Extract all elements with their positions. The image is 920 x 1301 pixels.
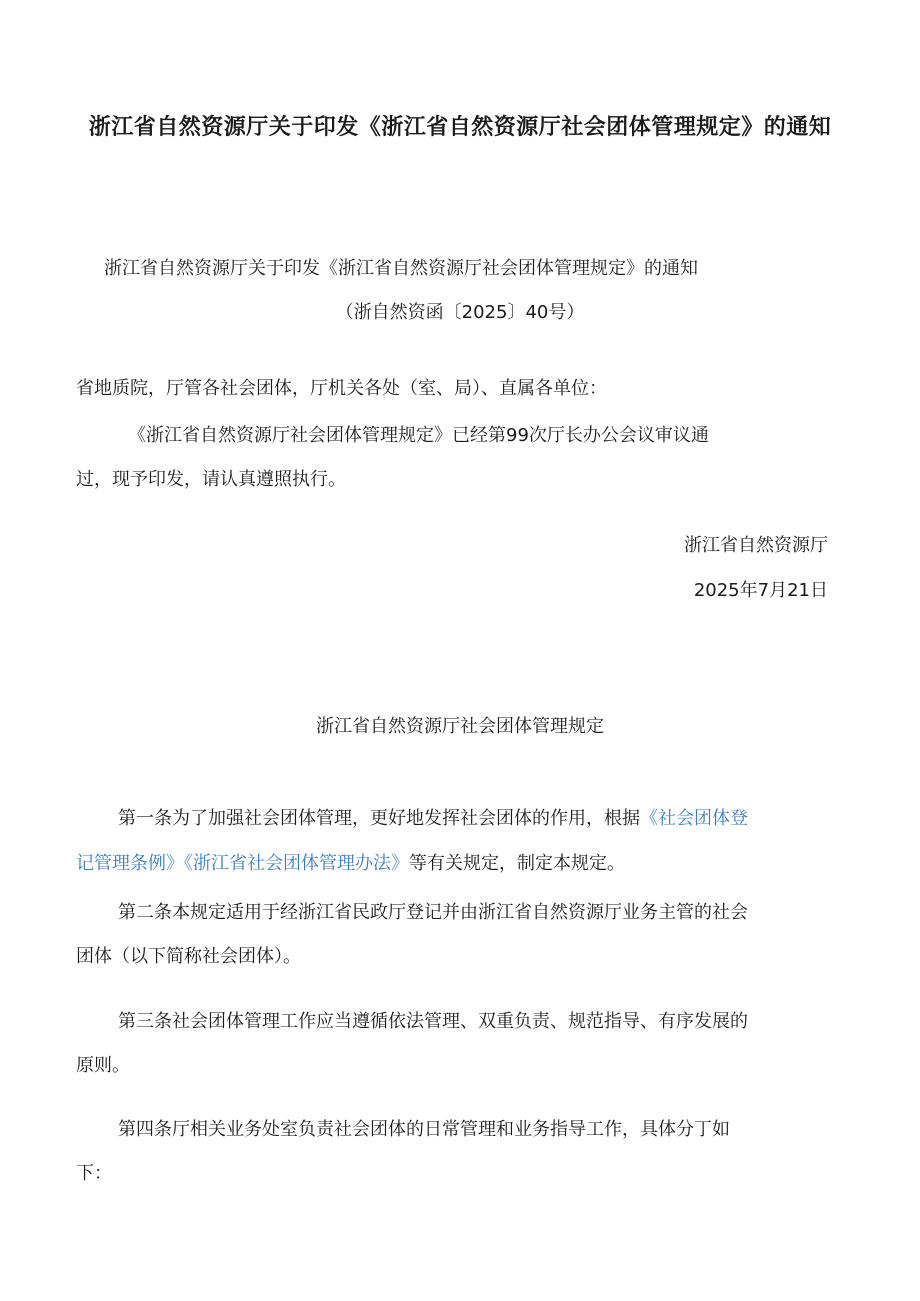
law-link-zhejiang-measures-text: 《浙江省社会团体管理办法》 xyxy=(184,853,409,874)
article-4-line-1: 第四条厅相关业务处室负责社会团体的日常管理和业务指导工作，具体分丁如 xyxy=(118,1119,730,1140)
article-2-line-1: 第二条本规定适用于经浙江省民政厅登记并由浙江省自然资源厅业务主管的社会 xyxy=(118,902,748,923)
signature-organization: 浙江省自然资源厅 xyxy=(684,535,828,556)
signature-date: 2025年7月21日 xyxy=(693,580,828,601)
law-link-part-2: 记管理条例》 xyxy=(76,853,184,874)
article-1-line-1 xyxy=(118,806,748,832)
article-2-line-2: 团体（以下简称社会团体）。 xyxy=(76,946,301,967)
article-3-line-1: 第三条社会团体管理工作应当遵循依法管理、双重负责、规范指导、有序发展的 xyxy=(118,1011,748,1032)
article-1-prefix: 第一条为了加强社会团体管理，更好地发挥社会团体的作用，根据 xyxy=(118,808,640,829)
article-1-line-2 xyxy=(76,851,625,877)
recipients-line: 省地质院，厅管各社会团体，厅机关各处（室、局）、直属各单位： xyxy=(76,378,607,399)
law-link-part-1: 《社会团体登 xyxy=(640,808,748,829)
article-1-suffix: 等有关规定，制定本规定。 xyxy=(409,853,625,874)
document-number: （浙自然资函〔2025〕40号） xyxy=(335,302,585,323)
regulation-title: 浙江省自然资源厅社会团体管理规定 xyxy=(316,716,604,737)
article-3-line-2: 原则。 xyxy=(76,1055,130,1076)
article-4-line-2: 下： xyxy=(76,1163,112,1184)
notice-body-line-1: 《浙江省自然资源厅社会团体管理规定》已经第99次厅长办公会议审议通 xyxy=(128,425,709,446)
law-link-social-organization-regulations-cont[interactable] xyxy=(76,853,184,874)
law-link-zhejiang-measures[interactable] xyxy=(184,853,409,874)
document-title: 浙江省自然资源厅关于印发《浙江省自然资源厅社会团体管理规定》的通知 xyxy=(88,114,832,140)
law-link-social-organization-regulations[interactable] xyxy=(640,808,748,829)
notice-heading: 浙江省自然资源厅关于印发《浙江省自然资源厅社会团体管理规定》的通知 xyxy=(104,258,698,279)
notice-body-line-2: 过，现予印发，请认真遵照执行。 xyxy=(76,469,346,490)
